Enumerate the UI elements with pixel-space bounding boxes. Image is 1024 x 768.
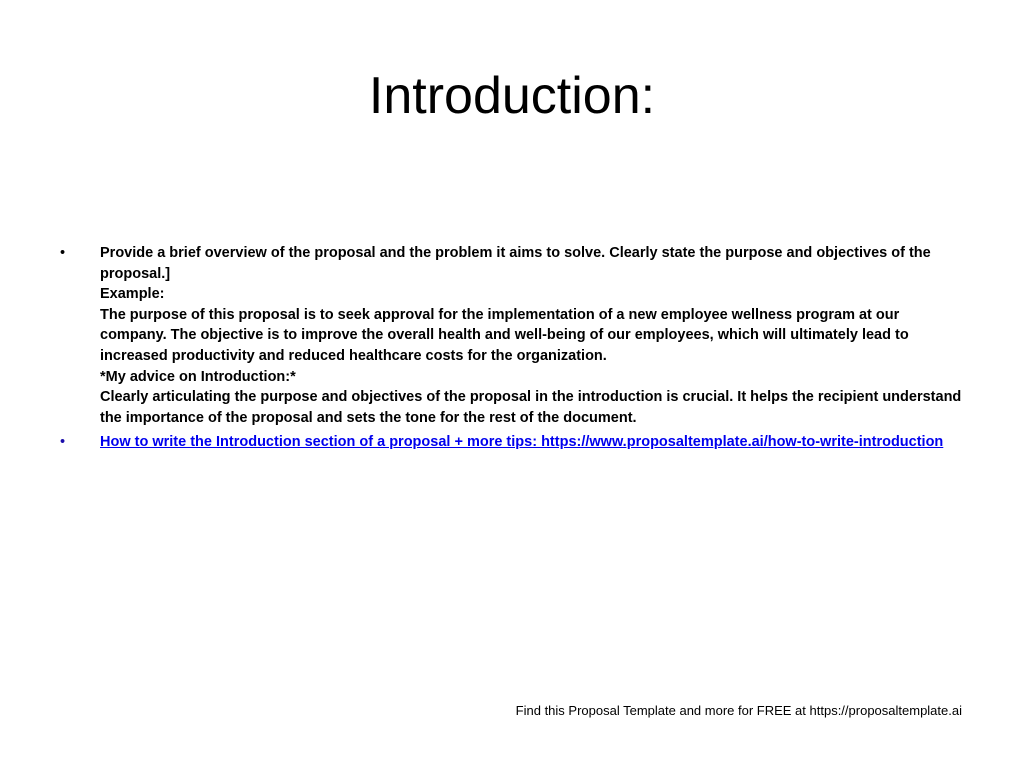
- slide-title: Introduction:: [368, 67, 656, 125]
- bullet-icon: •: [60, 434, 66, 451]
- overview-text: Provide a brief overview of the proposal and the problem it aims to solve. Clearly state the purpose and objectives of the proposal.]: [100, 245, 931, 282]
- bullet-item-overview: [60, 243, 965, 428]
- bullet-icon: •: [60, 245, 66, 261]
- example-label: Example:: [100, 286, 165, 303]
- example-text: The purpose of this proposal is to seek approval for the implementation of a new employee wellness program at our company. The objective is to improve the overall health and well-being of our employees, which will ultimately lead to increased productivity and reduced healthcare costs for the organization.: [100, 306, 909, 364]
- advice-label: *My advice on Introduction:*: [100, 368, 296, 385]
- footer-text: Find this Proposal Template and more for FREE at https://proposaltemplate.ai: [515, 703, 962, 718]
- bullet-list: [60, 243, 965, 457]
- bullet-item-link: [60, 432, 965, 453]
- advice-text: Clearly articulating the purpose and objectives of the proposal in the introduction is crucial. It helps the recipient understand the importance of the proposal and sets the tone for the rest of the document.: [100, 389, 962, 426]
- how-to-write-link[interactable]: How to write the Introduction section of a proposal + more tips: https://www.proposaltemplate.ai/how-to-write-introduction: [100, 434, 944, 451]
